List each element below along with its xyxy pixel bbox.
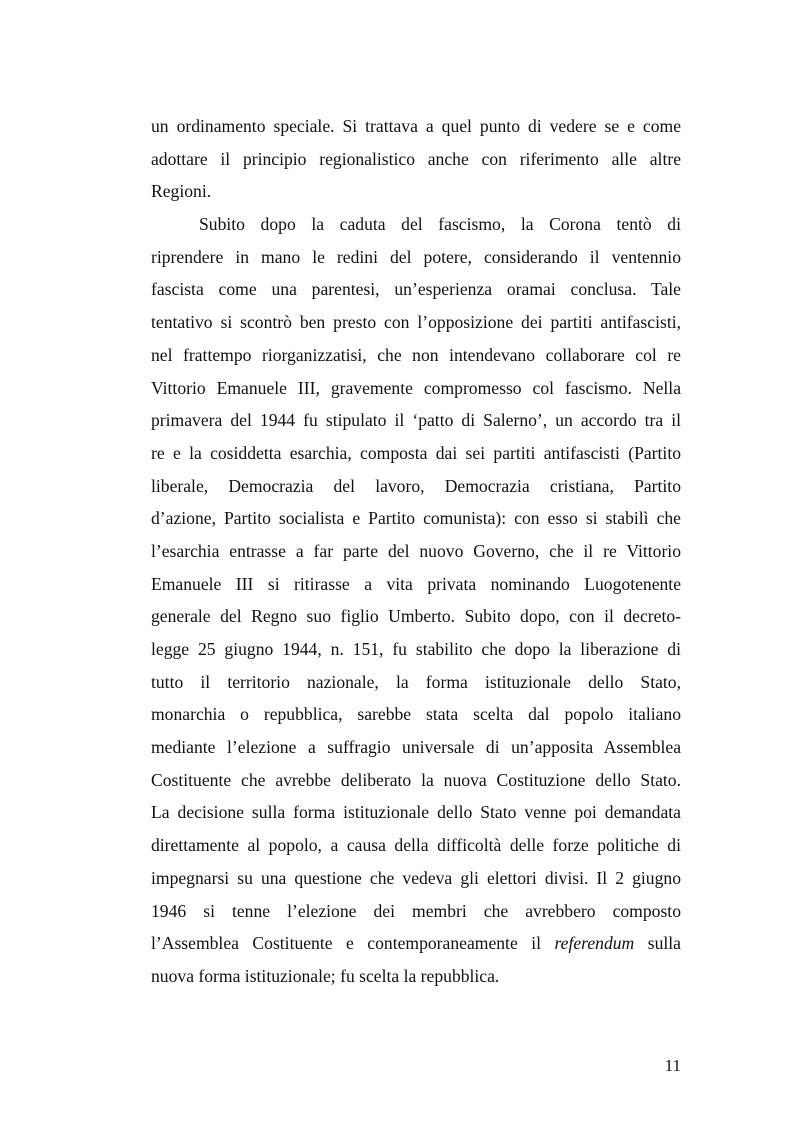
text-line: un ordinamento speciale. Si trattava a quel punto di vedere se e come bbox=[151, 116, 681, 136]
text-line: riprendere in mano le redini del potere, considerando il ventennio bbox=[151, 246, 681, 267]
text-line: impegnarsi su una questione che vedeva gli elettori divisi. Il 2 giugno bbox=[151, 867, 681, 888]
text-line: Emanuele III si ritirasse a vita privata nominando Luogotenente bbox=[151, 573, 681, 594]
text-line: l’esarchia entrasse a far parte del nuovo Governo, che il re Vittorio bbox=[151, 540, 681, 561]
italic-term: referendum bbox=[554, 933, 635, 954]
text-line: Regioni. bbox=[151, 181, 212, 202]
page-number: 11 bbox=[664, 1056, 681, 1075]
text-line: nuova forma istituzionale; fu scelta la repubblica. bbox=[151, 965, 500, 986]
text-line: mediante l’elezione a suffragio universale di un’apposita Assemblea bbox=[151, 737, 681, 758]
text-line: adottare il principio regionalistico anche con riferimento alle altre bbox=[151, 148, 681, 169]
text-line: direttamente al popolo, a causa della difficoltà delle forze politiche di bbox=[151, 835, 681, 856]
text-line: nel frattempo riorganizzatisi, che non intendevano collaborare col re bbox=[151, 344, 681, 365]
text-line: d’azione, Partito socialista e Partito comunista): con esso si stabilì che bbox=[151, 508, 681, 529]
text-line: tutto il territorio nazionale, la forma istituzionale dello Stato, bbox=[151, 671, 681, 692]
text-line: fascista come una parentesi, un’esperienza oramai conclusa. Tale bbox=[151, 279, 681, 300]
text-line: La decisione sulla forma istituzionale dello Stato venne poi demandata bbox=[151, 802, 681, 823]
text-after-italic: sulla bbox=[634, 933, 681, 954]
text-line: monarchia o repubblica, sarebbe stata scelta dal popolo italiano bbox=[151, 704, 681, 725]
text-line: Subito dopo la caduta del fascismo, la Corona tentò di bbox=[199, 214, 681, 235]
text-line: re e la cosiddetta esarchia, composta dai sei partiti antifascisti (Partito bbox=[151, 442, 681, 463]
text-line: Vittorio Emanuele III, gravemente compromesso col fascismo. Nella bbox=[151, 377, 681, 398]
text-line-referendum bbox=[151, 927, 681, 960]
text-line: primavera del 1944 fu stipulato il ‘patto di Salerno’, un accordo tra il bbox=[151, 410, 681, 431]
text-line: tentativo si scontrò ben presto con l’opposizione dei partiti antifascisti, bbox=[151, 312, 681, 333]
text-line: legge 25 giugno 1944, n. 151, fu stabilito che dopo la liberazione di bbox=[151, 639, 681, 659]
text-line: Costituente che avrebbe deliberato la nuova Costituzione dello Stato. bbox=[151, 769, 681, 790]
text-line: 1946 si tenne l’elezione dei membri che avrebbero composto bbox=[151, 900, 681, 921]
body-text bbox=[151, 110, 681, 993]
text-line: liberale, Democrazia del lavoro, Democrazia cristiana, Partito bbox=[151, 475, 681, 496]
text-line: generale del Regno suo figlio Umberto. Subito dopo, con il decreto- bbox=[151, 606, 681, 627]
text-before-italic: l’Assemblea Costituente e contemporaneamente il bbox=[151, 933, 555, 954]
